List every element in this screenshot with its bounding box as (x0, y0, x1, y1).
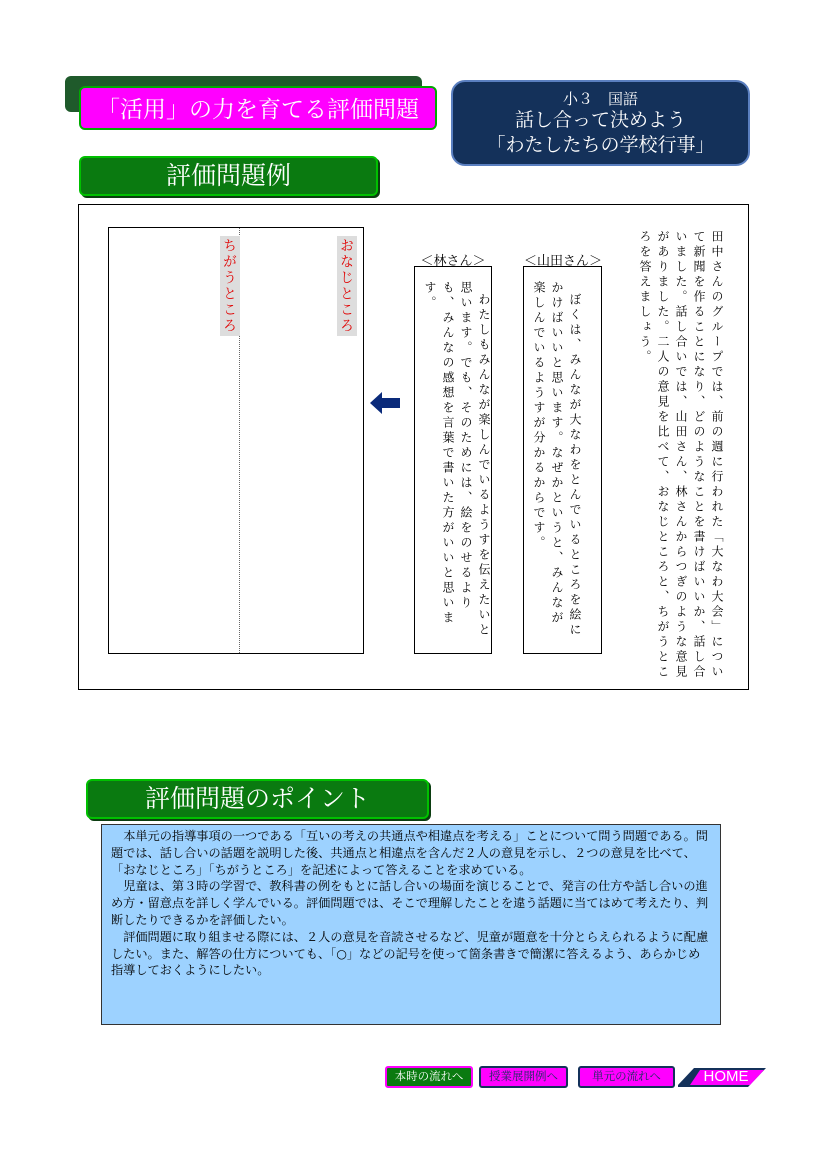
hayashi-label: ＜林さん＞ (420, 253, 486, 268)
nav-home-button[interactable] (678, 1066, 766, 1088)
nav-lesson-example-button[interactable]: 授業展開例へ (479, 1066, 568, 1088)
answer-table (108, 227, 364, 654)
home-label: HOME (703, 1068, 749, 1085)
page-title: 「活用」の力を育てる評価問題 (79, 86, 437, 130)
unit-grade: 小３ 国語 (562, 90, 638, 108)
points-paragraph-1: 本単元の指導事項の一つである「互いの考えの共通点や相違点を考える」ことについて問う問題である。問題では、話し合いの話題を説明した後、共通点と相違点を含んだ２人の意見を示し、２つの意見を比べて、「おなじところ」「ちがうところ」を記述によって答えることを求めている。 (111, 829, 708, 877)
points-paragraph-3: 評価問題に取り組ませる際には、２人の意見を音読させるなど、児童が題意を十分とらえられるように配慮したい。また、解答の仕方についても、「○」などの記号を使って箇条書きで簡潔に答えるよう、あらかじめ指導しておくようにしたい。 (111, 929, 709, 978)
yamada-opinion-box (523, 266, 602, 654)
different-points-label: ちがうところ (222, 238, 238, 334)
nav-unit-flow-button[interactable]: 単元の流れへ (578, 1066, 675, 1088)
points-paragraph-2: 児童は、第３時の学習で、教科書の例をもとに話し合いの場面を演じることで、発言の仕方や話し合いの進め方・留意点を詳しく学んでいる。評価問題では、そこで理解したことを違う話題に当てはめて考えたり、判断したりできるかを評価したい。 (111, 879, 709, 927)
same-points-label: おなじところ (339, 238, 355, 334)
problem-intro: 田中さんのグループでは、前の週に行われた「大なわ大会」について新聞を作ることになり、どのようなことを書けばいいか、話し合いました。話し合いでは、山田さん、林さんからつぎのような意見がありました。二人の意見を比べて、おなじところと、ちがうところを答えましょう。 (638, 230, 724, 680)
hayashi-opinion-text: わたしもみんなが楽しんでいるようすを伝えたいと思います。でも、そのためには、絵をのせるよりも、みんなの感想を言葉で書いた方がいいと思います。 (423, 281, 491, 638)
unit-title-line1: 話し合って決めよう (514, 109, 686, 131)
points-box (101, 824, 721, 1025)
hayashi-opinion-box (414, 266, 492, 654)
section-heading-example: 評価問題例 (79, 156, 378, 196)
nav-lesson-flow-button[interactable]: 本時の流れへ (385, 1066, 473, 1088)
yamada-opinion-text: ぼくは、みんなが大なわをとんでいるところを絵にかけばいいと思います。なぜかというと、みんなが楽しんでいるようすが分かるからです。 (532, 281, 582, 638)
arrow-left-icon (370, 391, 402, 415)
section-heading-points: 評価問題のポイント (86, 779, 429, 819)
unit-info-box (451, 80, 750, 166)
yamada-label: ＜山田さん＞ (523, 253, 602, 268)
unit-title-line2: 「わたしたちの学校行事」 (486, 134, 715, 156)
